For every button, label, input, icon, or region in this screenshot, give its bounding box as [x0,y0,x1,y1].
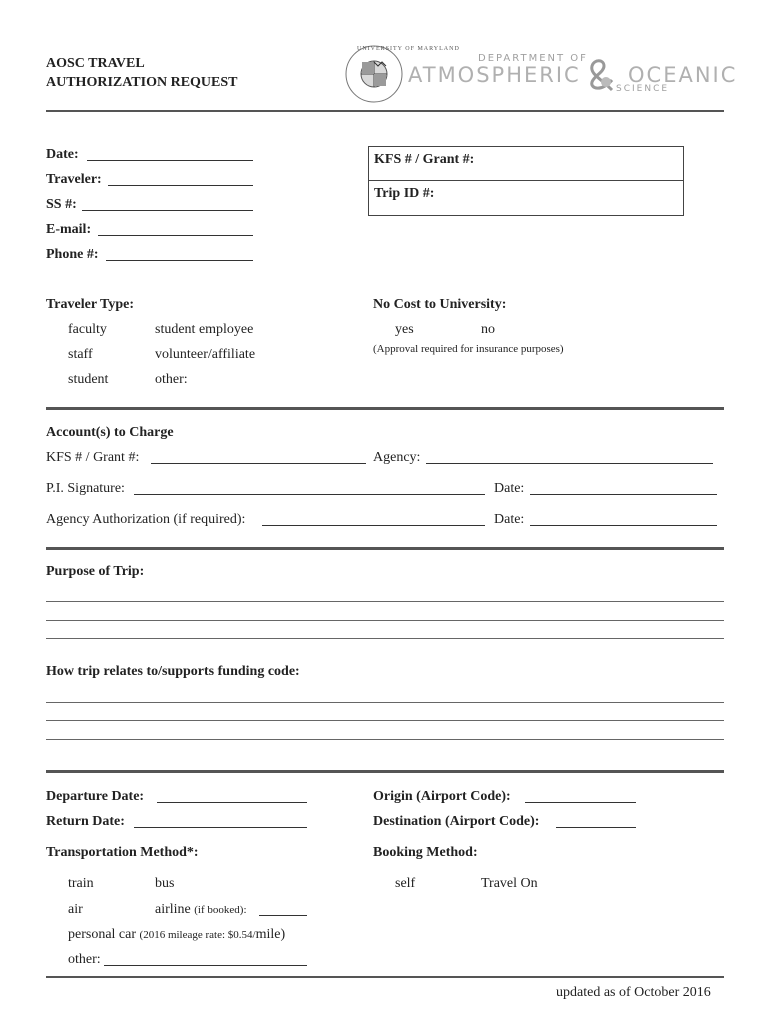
booking-travel-on[interactable]: Travel On [481,876,538,891]
airline-field[interactable] [259,915,307,916]
date-field[interactable] [87,160,253,161]
transport-other-field[interactable] [104,965,307,966]
funding-line-2[interactable] [46,720,724,721]
origin-field[interactable] [525,802,636,803]
purpose-line-1[interactable] [46,601,724,602]
kfs-box-divider [368,180,683,181]
option-student[interactable]: student [68,372,109,387]
accounts-kfs-field[interactable] [151,463,366,464]
funding-line-3[interactable] [46,739,724,740]
airline-label: airline [155,902,191,917]
mileage-unit: mile) [255,927,286,942]
transport-train[interactable]: train [68,876,94,891]
funding-line-1[interactable] [46,702,724,703]
personal-car-label: personal car [68,927,137,942]
transport-air[interactable]: air [68,902,83,917]
dept-line-3: SCIENCE [616,84,670,94]
purpose-heading: Purpose of Trip: [46,564,145,579]
return-field[interactable] [134,827,307,828]
pi-date-label: Date: [494,481,525,496]
trip-id-label[interactable]: Trip ID #: [374,186,435,201]
kfs-grant-label[interactable]: KFS # / Grant #: [374,152,475,167]
header-rule [46,110,724,112]
phone-field[interactable] [106,260,253,261]
updated-note: updated as of October 2016 [556,985,711,1000]
section-rule-3 [46,770,724,773]
no-cost-yes[interactable]: yes [395,322,414,337]
email-label: E-mail: [46,222,92,237]
traveler-field[interactable] [108,185,253,186]
option-staff[interactable]: staff [68,347,93,362]
purpose-line-3[interactable] [46,638,724,639]
option-student-employee[interactable]: student employee [155,322,254,337]
booking-self[interactable]: self [395,876,416,891]
option-faculty[interactable]: faculty [68,322,107,337]
section-rule-2 [46,547,724,550]
destination-label: Destination (Airport Code): [373,814,540,829]
transport-bus[interactable]: bus [155,876,175,891]
agency-auth-label: Agency Authorization (if required): [46,512,246,527]
title-line-2: AUTHORIZATION REQUEST [46,75,238,90]
dept-line-1: DEPARTMENT OF [478,53,588,64]
return-label: Return Date: [46,814,125,829]
title-line-1: AOSC TRAVEL [46,56,145,71]
dept-main-right: OCEANIC [628,63,738,87]
departure-field[interactable] [157,802,307,803]
airline-note: (if booked): [194,904,247,916]
pi-signature-label: P.I. Signature: [46,481,125,496]
purpose-line-2[interactable] [46,620,724,621]
date-label: Date: [46,147,79,162]
pi-date-field[interactable] [530,494,717,495]
pi-signature-field[interactable] [134,494,485,495]
mileage-note: (2016 mileage rate: $0.54/ [139,929,256,941]
section-rule-1 [46,407,724,410]
departure-label: Departure Date: [46,789,145,804]
agency-auth-date-label: Date: [494,512,525,527]
dept-main-left: ATMOSPHERIC [408,63,581,87]
accounts-heading: Account(s) to Charge [46,425,174,440]
accounts-kfs-label: KFS # / Grant #: [46,450,140,465]
email-field[interactable] [98,235,253,236]
footer-rule [46,976,724,978]
ss-field[interactable] [82,210,253,211]
transport-heading: Transportation Method*: [46,845,199,860]
ss-label: SS #: [46,197,77,212]
agency-field[interactable] [426,463,713,464]
funding-heading: How trip relates to/supports funding code: [46,664,300,679]
booking-heading: Booking Method: [373,845,478,860]
no-cost-note: (Approval required for insurance purposes) [373,343,564,355]
agency-label: Agency: [373,450,421,465]
seal-text: UNIVERSITY OF MARYLAND [357,46,460,52]
no-cost-no[interactable]: no [481,322,495,337]
option-other[interactable]: other: [155,372,188,387]
transport-airline[interactable] [155,902,247,918]
phone-label: Phone #: [46,247,99,262]
destination-field[interactable] [556,827,636,828]
transport-other[interactable]: other: [68,952,101,967]
traveler-label: Traveler: [46,172,102,187]
agency-auth-field[interactable] [262,525,485,526]
origin-label: Origin (Airport Code): [373,789,511,804]
university-seal-logo [344,44,404,104]
transport-personal-car[interactable] [68,927,285,943]
no-cost-heading: No Cost to University: [373,297,507,312]
option-volunteer-affiliate[interactable]: volunteer/affiliate [155,347,256,362]
agency-auth-date-field[interactable] [530,525,717,526]
traveler-type-heading: Traveler Type: [46,297,134,312]
